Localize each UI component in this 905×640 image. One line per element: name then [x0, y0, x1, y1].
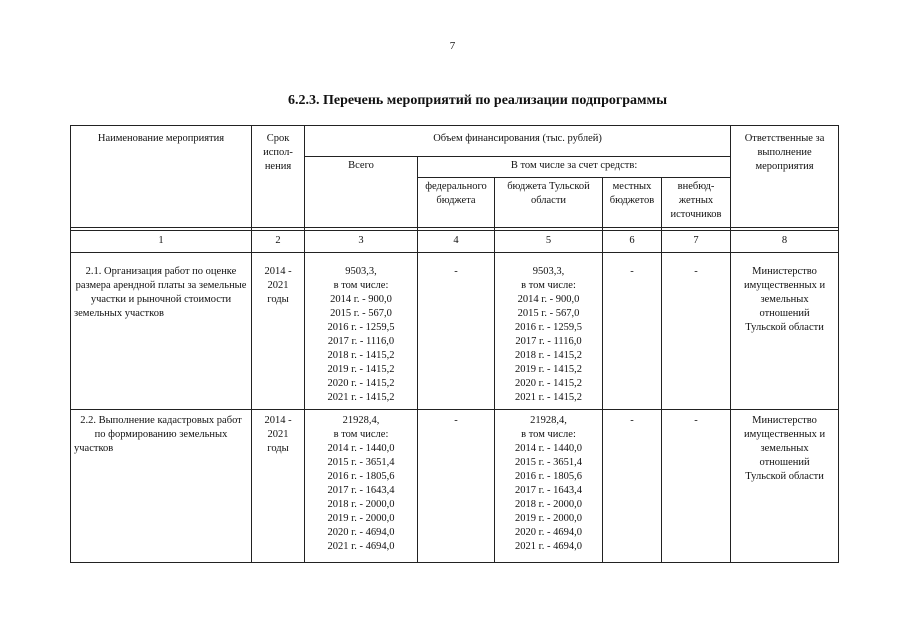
- regional-cell-line: 2020 г. - 1415,2: [515, 378, 582, 389]
- total-cell: [305, 410, 418, 563]
- total-cell-line: 9503,3,: [345, 266, 377, 277]
- regional-cell-line: 2017 г. - 1116,0: [515, 336, 582, 347]
- total-cell-line: в том числе:: [333, 280, 389, 291]
- regional-cell-line: 9503,3,: [532, 266, 565, 277]
- regional-cell-line: 2019 г. - 1415,2: [515, 364, 582, 375]
- federal-cell: -: [418, 253, 495, 410]
- column-number: 6: [603, 231, 662, 253]
- regional-cell-line: 2014 г. - 900,0: [517, 294, 580, 305]
- total-cell-line: 2019 г. - 2000,0: [327, 513, 395, 524]
- total-cell-line: 2017 г. - 1116,0: [327, 336, 395, 347]
- extra-cell: -: [662, 253, 731, 410]
- table-row: [71, 253, 839, 410]
- header-funding: Объем финансирования (тыс. рублей): [305, 126, 731, 157]
- total-cell-line: 2016 г. - 1259,5: [327, 322, 395, 333]
- term-cell-line: 2021: [267, 280, 289, 291]
- activity-name: 2.1. Организация работ по оценке размера арендной платы за земельные участки и рыночной стоимости земельных участков: [71, 253, 252, 410]
- header-responsible: Ответственные за выполнение мероприятия: [731, 126, 839, 228]
- regional-cell-line: в том числе:: [521, 429, 576, 440]
- header-federal: федерального бюджета: [418, 178, 495, 228]
- regional-cell-line: 2018 г. - 1415,2: [515, 350, 582, 361]
- page-title: 6.2.3. Перечень мероприятий по реализации подпрограммы: [287, 93, 668, 108]
- responsible-cell: [731, 410, 839, 563]
- total-cell-line: 2021 г. - 1415,2: [327, 392, 395, 403]
- table-row: [71, 410, 839, 563]
- local-cell: -: [603, 253, 662, 410]
- total-cell-line: 2015 г. - 3651,4: [327, 457, 395, 468]
- responsible-cell-line: земельных: [760, 443, 809, 454]
- total-cell-line: 2021 г. - 4694,0: [327, 541, 395, 552]
- regional-cell-line: 21928,4,: [530, 415, 567, 426]
- regional-cell: [495, 253, 603, 410]
- responsible-cell-line: отношений: [759, 308, 810, 319]
- header-term: Срок испол-нения: [252, 126, 305, 228]
- regional-cell-line: 2020 г. - 4694,0: [515, 527, 582, 538]
- header-including: В том числе за счет средств:: [418, 157, 731, 178]
- regional-cell-line: 2021 г. - 1415,2: [515, 392, 582, 403]
- total-cell-line: 2016 г. - 1805,6: [327, 471, 395, 482]
- responsible-cell-line: земельных: [760, 294, 809, 305]
- column-number: 7: [662, 231, 731, 253]
- term-cell: [252, 253, 305, 410]
- total-cell-line: 2014 г. - 1440,0: [327, 443, 395, 454]
- term-cell-line: 2021: [267, 429, 289, 440]
- column-number: 1: [71, 231, 252, 253]
- regional-cell-line: 2019 г. - 2000,0: [515, 513, 582, 524]
- responsible-cell-line: Тульской области: [745, 322, 824, 333]
- term-cell-line: 2014 -: [264, 266, 292, 277]
- column-number: 4: [418, 231, 495, 253]
- regional-cell-line: 2017 г. - 1643,4: [515, 485, 582, 496]
- regional-cell-line: 2016 г. - 1805,6: [515, 471, 582, 482]
- regional-cell-line: в том числе:: [521, 280, 576, 291]
- header-total: Всего: [305, 157, 418, 228]
- regional-cell-line: 2016 г. - 1259,5: [515, 322, 582, 333]
- total-cell-line: 2019 г. - 1415,2: [327, 364, 395, 375]
- extra-cell: -: [662, 410, 731, 563]
- federal-cell: -: [418, 410, 495, 563]
- total-cell-line: 2018 г. - 2000,0: [327, 499, 395, 510]
- total-cell-line: 2020 г. - 4694,0: [327, 527, 395, 538]
- regional-cell-line: 2014 г. - 1440,0: [515, 443, 582, 454]
- activities-table: [70, 125, 839, 563]
- page-number: 7: [449, 40, 456, 52]
- term-cell-line: годы: [267, 443, 289, 454]
- total-cell-line: 2020 г. - 1415,2: [327, 378, 395, 389]
- responsible-cell-line: отношений: [759, 457, 810, 468]
- responsible-cell-line: имущественных и: [743, 429, 826, 440]
- regional-cell-line: 2018 г. - 2000,0: [515, 499, 582, 510]
- activity-name: 2.2. Выполнение кадастровых работ по формированию земельных участков: [71, 410, 252, 563]
- total-cell-line: 21928,4,: [342, 415, 380, 426]
- column-number: 2: [252, 231, 305, 253]
- responsible-cell-line: Министерство: [752, 415, 817, 426]
- responsible-cell-line: имущественных и: [743, 280, 826, 291]
- local-cell: -: [603, 410, 662, 563]
- term-cell: [252, 410, 305, 563]
- total-cell: [305, 253, 418, 410]
- total-cell-line: в том числе:: [333, 429, 389, 440]
- responsible-cell-line: Министерство: [752, 266, 817, 277]
- regional-cell: [495, 410, 603, 563]
- term-cell-line: 2014 -: [264, 415, 292, 426]
- column-number: 8: [731, 231, 839, 253]
- header-regional: бюджета Тульской области: [495, 178, 603, 228]
- regional-cell-line: 2015 г. - 567,0: [517, 308, 580, 319]
- column-number: 3: [305, 231, 418, 253]
- term-cell-line: годы: [267, 294, 289, 305]
- header-name: Наименование мероприятия: [71, 126, 252, 228]
- regional-cell-line: 2015 г. - 3651,4: [515, 457, 582, 468]
- total-cell-line: 2017 г. - 1643,4: [327, 485, 395, 496]
- total-cell-line: 2014 г. - 900,0: [330, 294, 392, 305]
- responsible-cell-line: Тульской области: [745, 471, 824, 482]
- header-local: местных бюджетов: [603, 178, 662, 228]
- responsible-cell: [731, 253, 839, 410]
- header-extra: внебюд-жетных источников: [662, 178, 731, 228]
- regional-cell-line: 2021 г. - 4694,0: [515, 541, 582, 552]
- column-number: 5: [495, 231, 603, 253]
- total-cell-line: 2015 г. - 567,0: [330, 308, 392, 319]
- total-cell-line: 2018 г. - 1415,2: [327, 350, 395, 361]
